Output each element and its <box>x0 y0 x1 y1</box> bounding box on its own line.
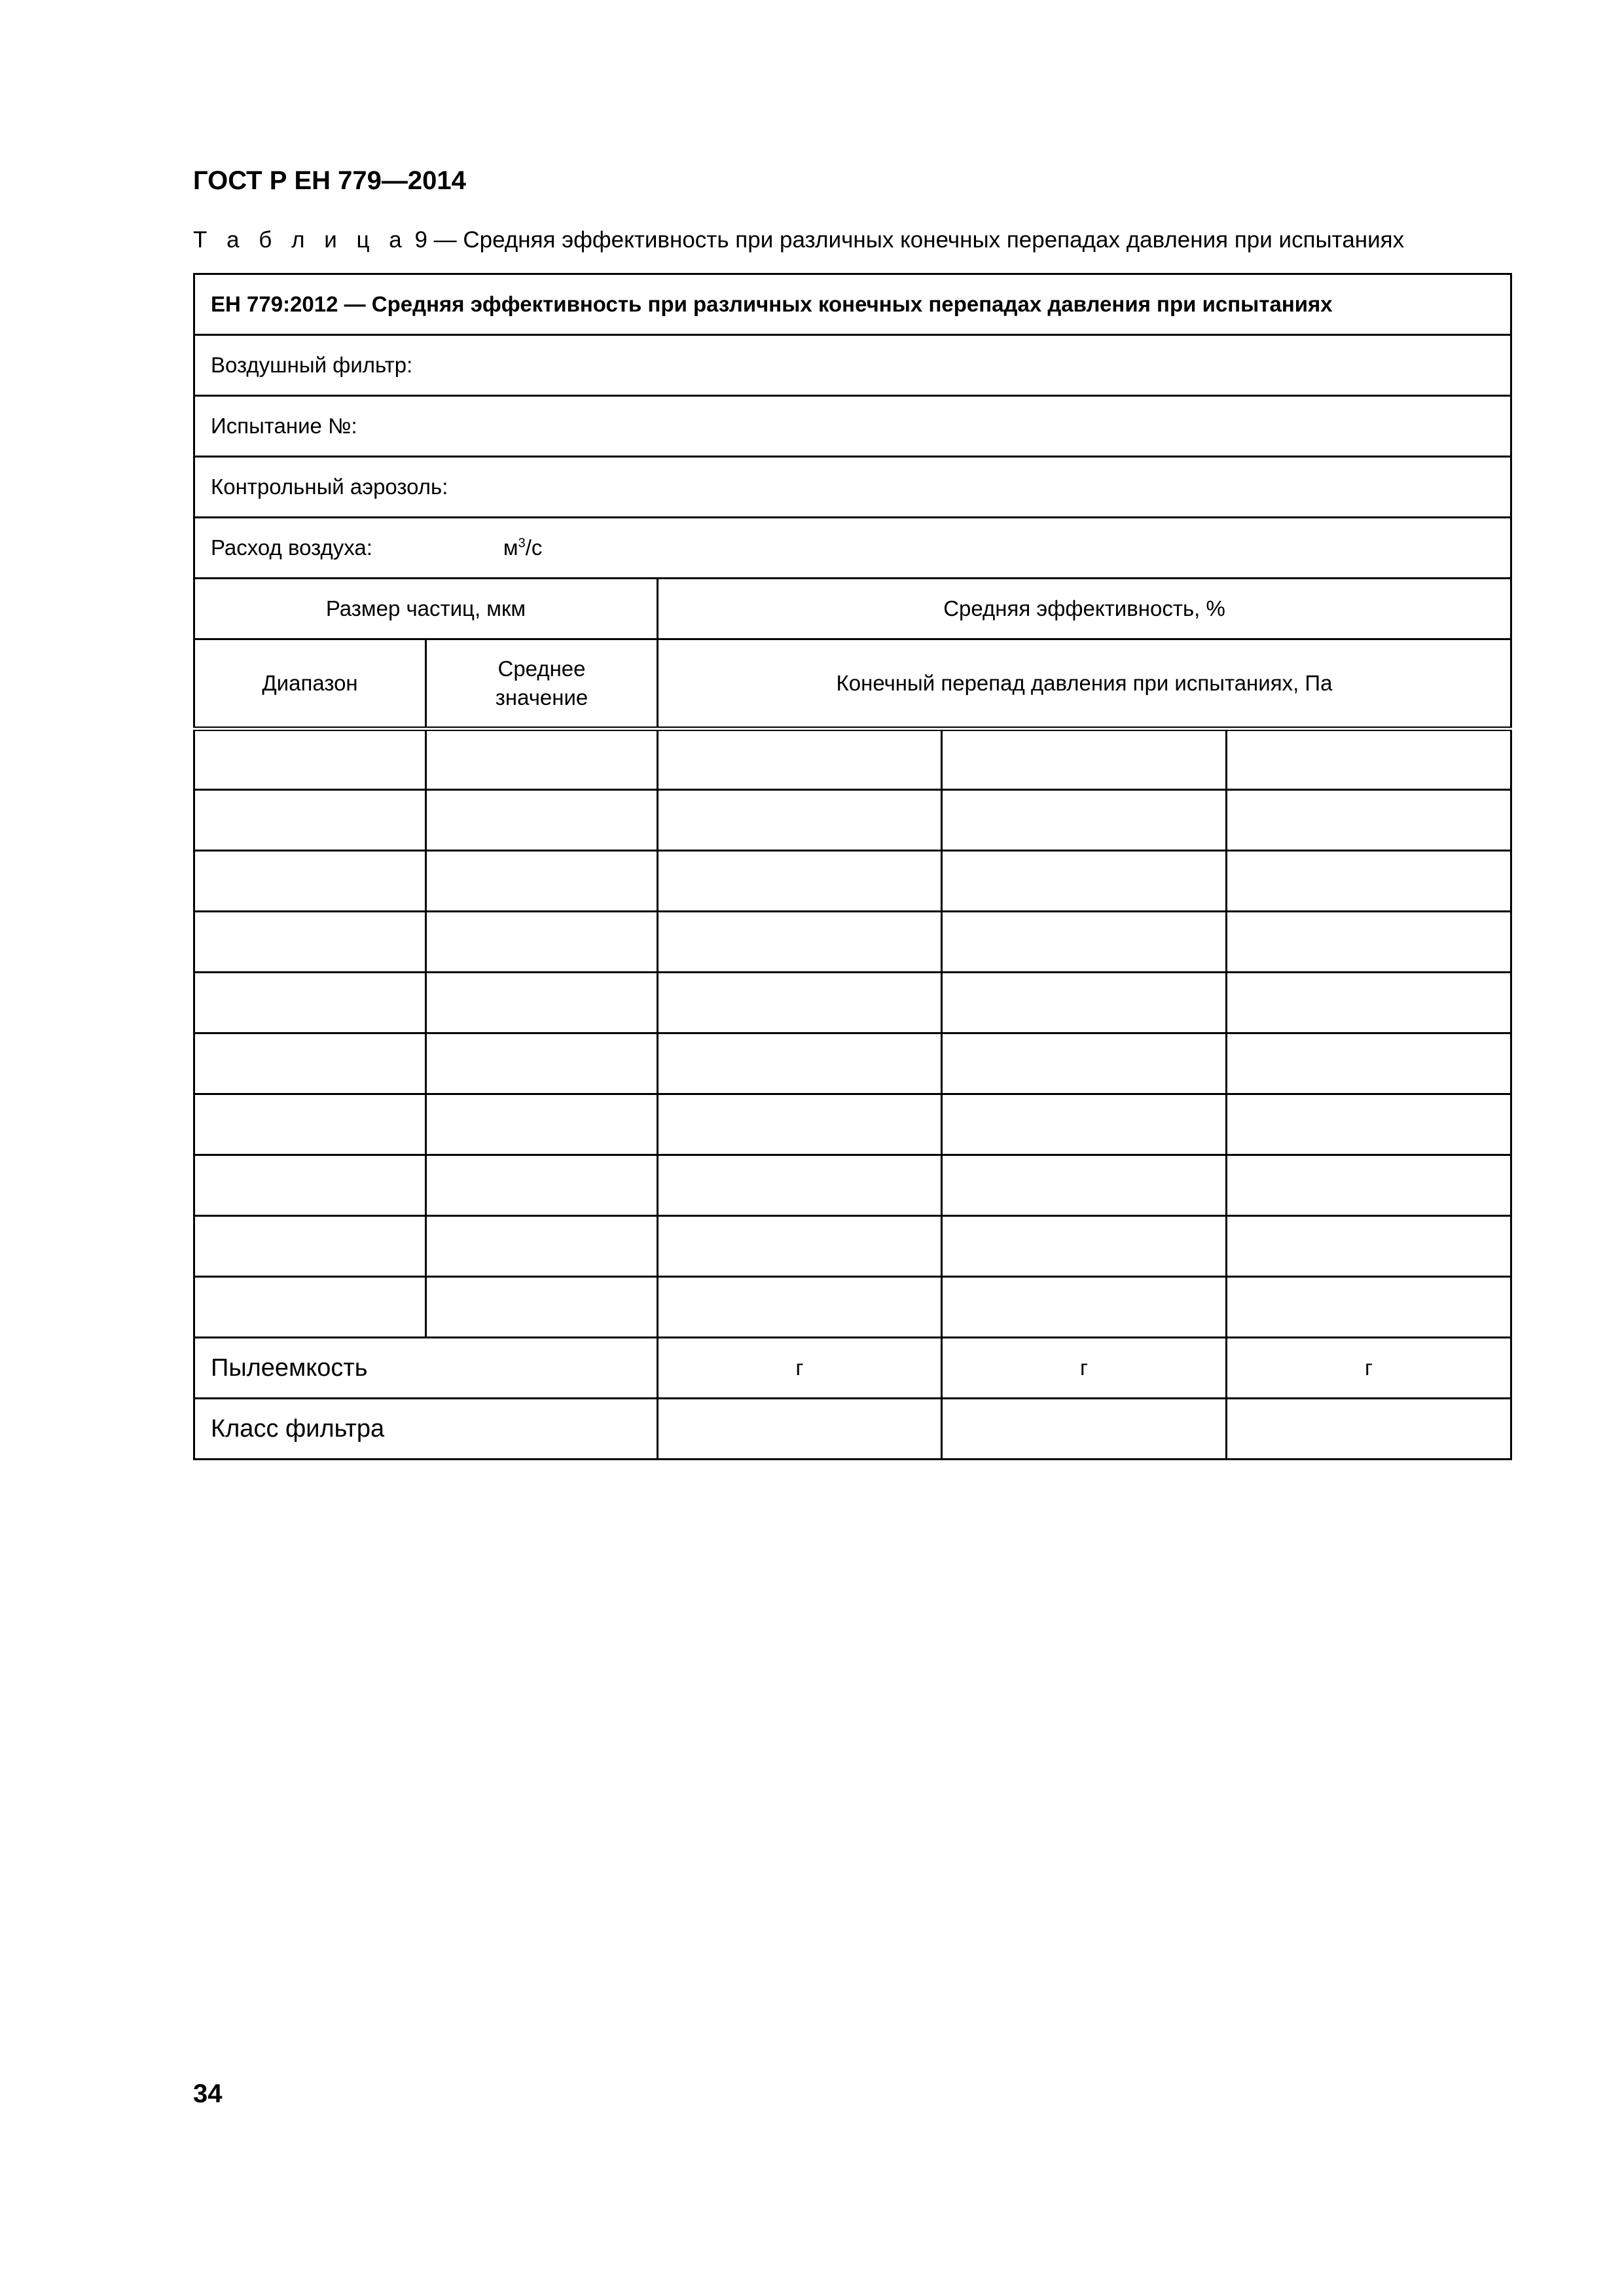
efficiency-cell-3[interactable] <box>1227 1216 1511 1277</box>
filter-class-row <box>194 1399 1511 1460</box>
efficiency-cell-3[interactable] <box>1227 729 1511 790</box>
efficiency-form-table <box>193 273 1512 1460</box>
efficiency-cell-2[interactable] <box>942 1277 1227 1338</box>
efficiency-cell-3[interactable] <box>1227 912 1511 973</box>
efficiency-cell-2[interactable] <box>942 1216 1227 1277</box>
mean-value-cell[interactable] <box>426 1155 658 1216</box>
air-filter-row <box>194 335 1511 396</box>
range-cell[interactable] <box>194 1216 426 1277</box>
efficiency-cell-3[interactable] <box>1227 973 1511 1033</box>
table-row <box>194 851 1511 912</box>
dust-capacity-unit-1[interactable]: г <box>658 1338 942 1399</box>
mean-value-cell[interactable] <box>426 1277 658 1338</box>
mean-value-cell[interactable] <box>426 851 658 912</box>
table-caption-text: — Средняя эффективность при различных конечных перепадах давления при испытаниях <box>427 227 1405 253</box>
efficiency-cell-3[interactable] <box>1227 851 1511 912</box>
efficiency-cell-2[interactable] <box>942 851 1227 912</box>
table-row <box>194 1155 1511 1216</box>
filter-class-cell-1[interactable] <box>658 1399 942 1460</box>
mean-value-cell[interactable] <box>426 1033 658 1094</box>
table-caption <box>193 225 1404 255</box>
dust-capacity-unit-2[interactable]: г <box>942 1338 1227 1399</box>
efficiency-cell-1[interactable] <box>658 851 942 912</box>
page-number: 34 <box>193 2079 223 2108</box>
range-cell[interactable] <box>194 1277 426 1338</box>
efficiency-cell-1[interactable] <box>658 1094 942 1155</box>
air-flow-cell <box>194 518 1511 579</box>
range-cell[interactable] <box>194 790 426 851</box>
range-cell[interactable] <box>194 851 426 912</box>
mean-value-cell[interactable] <box>426 729 658 790</box>
efficiency-cell-1[interactable] <box>658 912 942 973</box>
mean-value-cell[interactable] <box>426 790 658 851</box>
mean-value-cell[interactable] <box>426 1216 658 1277</box>
range-cell[interactable] <box>194 912 426 973</box>
table-row <box>194 1033 1511 1094</box>
efficiency-cell-2[interactable] <box>942 973 1227 1033</box>
table-row <box>194 1216 1511 1277</box>
efficiency-cell-3[interactable] <box>1227 1094 1511 1155</box>
efficiency-cell-2[interactable] <box>942 790 1227 851</box>
efficiency-cell-1[interactable] <box>658 1216 942 1277</box>
particle-size-header: Размер частиц, мкм <box>194 579 658 639</box>
table-row <box>194 1277 1511 1338</box>
mean-value-header-line1: Среднее <box>497 656 586 681</box>
mean-value-cell[interactable] <box>426 1094 658 1155</box>
mean-value-cell[interactable] <box>426 973 658 1033</box>
efficiency-cell-2[interactable] <box>942 1094 1227 1155</box>
filter-class-cell-3[interactable] <box>1227 1399 1511 1460</box>
test-number-label: Испытание №: <box>194 396 1511 457</box>
range-cell[interactable] <box>194 729 426 790</box>
table-row <box>194 729 1511 790</box>
efficiency-cell-1[interactable] <box>658 1277 942 1338</box>
air-flow-row <box>194 518 1511 579</box>
efficiency-cell-3[interactable] <box>1227 1033 1511 1094</box>
test-aerosol-label: Контрольный аэрозоль: <box>194 457 1511 518</box>
efficiency-cell-1[interactable] <box>658 729 942 790</box>
dust-capacity-label: Пылеемкость <box>194 1338 658 1399</box>
filter-class-label: Класс фильтра <box>194 1399 658 1460</box>
table-row <box>194 912 1511 973</box>
efficiency-cell-2[interactable] <box>942 729 1227 790</box>
table-row <box>194 973 1511 1033</box>
table-caption-number: 9 <box>414 227 427 253</box>
table-row <box>194 790 1511 851</box>
efficiency-cell-1[interactable] <box>658 790 942 851</box>
final-pressure-header: Конечный перепад давления при испытаниях, Па <box>658 639 1511 729</box>
group-header-row <box>194 579 1511 639</box>
range-cell[interactable] <box>194 1033 426 1094</box>
range-cell[interactable] <box>194 973 426 1033</box>
air-flow-unit-exponent: 3 <box>518 536 526 550</box>
air-flow-unit <box>503 533 542 562</box>
table-row <box>194 1094 1511 1155</box>
filter-class-cell-2[interactable] <box>942 1399 1227 1460</box>
efficiency-cell-2[interactable] <box>942 912 1227 973</box>
range-cell[interactable] <box>194 1155 426 1216</box>
dust-capacity-row <box>194 1338 1511 1399</box>
sub-header-row <box>194 639 1511 729</box>
test-number-row <box>194 396 1511 457</box>
dust-capacity-unit-3[interactable]: г <box>1227 1338 1511 1399</box>
mean-value-cell[interactable] <box>426 912 658 973</box>
efficiency-cell-1[interactable] <box>658 973 942 1033</box>
air-flow-unit-suffix: /с <box>525 535 543 560</box>
table-caption-label: Т а б л и ц а <box>193 227 408 253</box>
efficiency-cell-3[interactable] <box>1227 790 1511 851</box>
efficiency-cell-3[interactable] <box>1227 1277 1511 1338</box>
document-code: ГОСТ Р ЕН 779—2014 <box>193 166 466 195</box>
mean-value-header-line2: значение <box>495 685 588 709</box>
air-filter-label: Воздушный фильтр: <box>194 335 1511 396</box>
range-header: Диапазон <box>194 639 426 729</box>
efficiency-cell-3[interactable] <box>1227 1155 1511 1216</box>
table-title: ЕН 779:2012 — Средняя эффективность при различных конечных перепадах давления при испытаниях <box>194 274 1511 335</box>
air-flow-label: Расход воздуха: <box>211 535 372 560</box>
efficiency-cell-1[interactable] <box>658 1155 942 1216</box>
average-efficiency-header: Средняя эффективность, % <box>658 579 1511 639</box>
table-title-row <box>194 274 1511 335</box>
mean-value-header <box>426 639 658 729</box>
test-aerosol-row <box>194 457 1511 518</box>
range-cell[interactable] <box>194 1094 426 1155</box>
air-flow-unit-base: м <box>503 535 518 560</box>
efficiency-cell-2[interactable] <box>942 1155 1227 1216</box>
efficiency-cell-1[interactable] <box>658 1033 942 1094</box>
efficiency-cell-2[interactable] <box>942 1033 1227 1094</box>
